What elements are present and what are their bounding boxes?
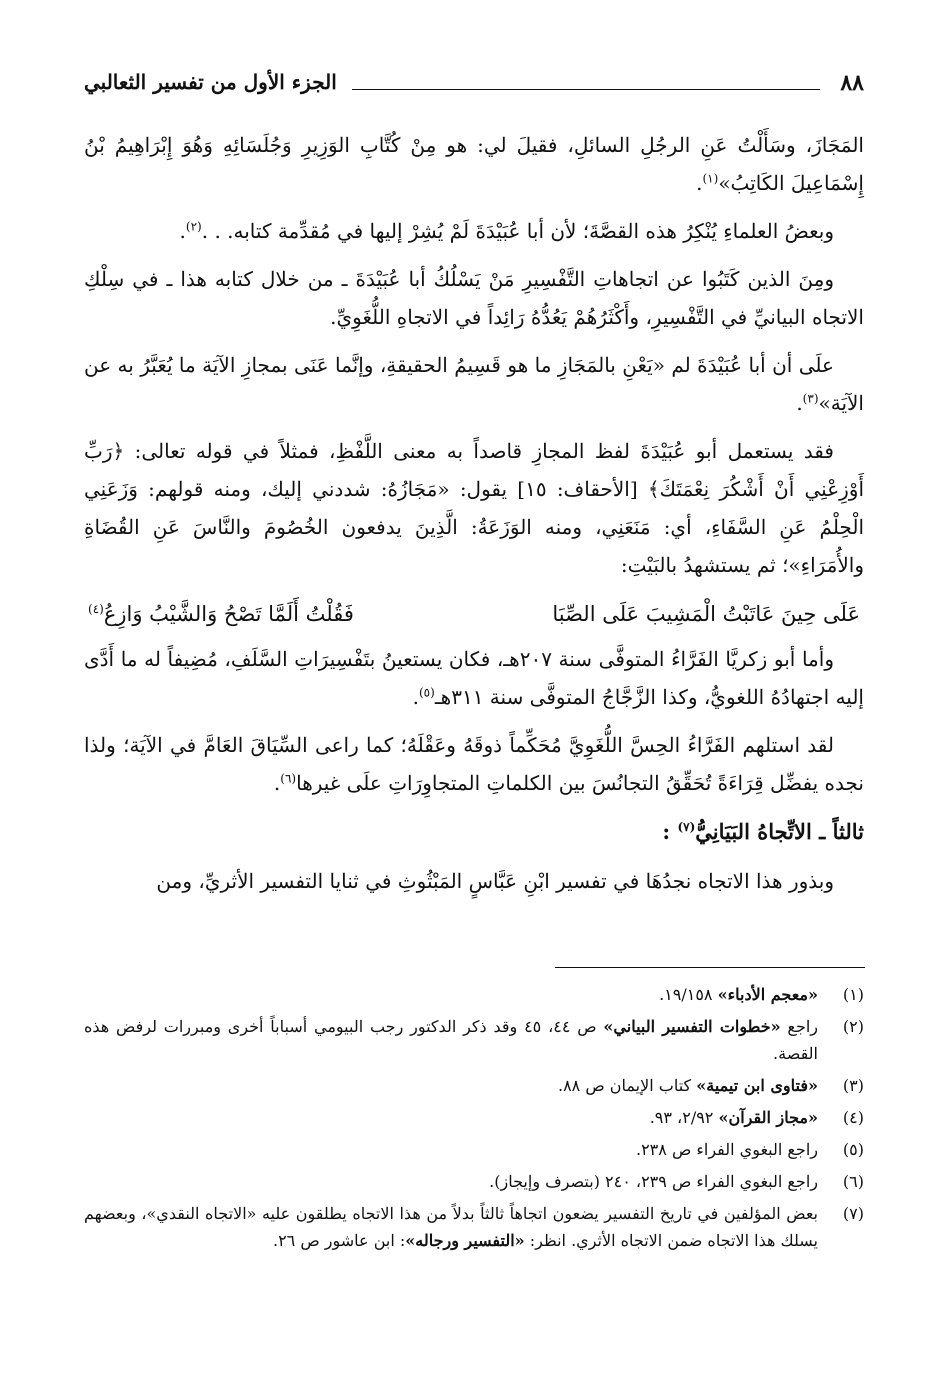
paragraph-6: وأما أبو زكريَّا الفَرَّاءُ المتوفَّى سنة ٢٠٧هـ، فكان يستعينُ بتَفْسِيرَاتِ السَّلَفِ، مُضِيفاً له ما أَدَّى إليه اجتهادُهُ اللغويُّ، وكذا الزَّجَّاجُ المتوفَّى سنة ٣١١هـ$^{(٥)}$.	[84, 647, 864, 709]
paragraph-5: فقد يستعمل أبو عُبَيْدَةَ لفظ المجازِ قاصداً به معنى اللَّفْظِ، فمثلاً في قوله تعالى: ﴿رَبِّ أَوْزِعْنِي أَنْ أَشْكُرَ نِعْمَتَكَ﴾ [الأحقاف: ١٥] يقول: «مَجَازُهُ: شددني إليك، ومنه قولهم: وَزَعَنِي الْحِلْمُ عَنِ السَّفَاءِ، أي: مَنَعَنِي، ومنه الوَزَعَةُ: الَّذِينَ يدفعون الخُصُومَ والنَّاسَ عَنِ القُضَاةِ والأُمَرَاءِ»؛ ثم يستشهدُ بالبَيْتِ:	[84, 439, 865, 577]
running-title: الجزء الأول من تفسير الثعالبي	[84, 70, 337, 94]
footnote-ref[interactable]: (٦)	[280, 771, 297, 786]
footnote-ref[interactable]: (٧)	[677, 820, 696, 834]
paragraph-1: المَجَازَ، وسَأَلْتُ عَنِ الرجُلِ السائلِ، فقيلَ لي: هو مِنْ كُتَّابِ الوَزِيرِ وَجُلَسَائِهِ وَهُوَ إِبْرَاهِيمُ بْنُ إِسْمَاعِيلَ الكَاتِبُ»$^{(١)}$.	[84, 133, 864, 195]
footnote-item: (٤) «مجاز القرآن» ٢/٩٢، ٩٣.	[649, 1108, 864, 1127]
main-text	[84, 126, 864, 910]
footnote-ref[interactable]: (١)	[702, 171, 719, 186]
footnote-item: (٥) راجع البغوي الفراء ص ٢٣٨.	[635, 1140, 864, 1159]
footnote-item: (٢) راجع «خطوات التفسير البياني» ص ٤٤، ٤٥ وقد ذكر الدكتور رجب البيومي أسباباً أخرى ومبررات لرفض هذه القصة.	[84, 1017, 864, 1063]
footnotes	[84, 981, 864, 1259]
footnote-ref[interactable]: (٣)	[802, 391, 819, 406]
footnote-item: (٦) راجع البغوي الفراء ص ٢٣٩، ٢٤٠ (بتصرف وإيجاز).	[489, 1172, 864, 1191]
footnote-item: (٣) «فتاوى ابن تيمية» كتاب الإيمان ص ٨٨.	[557, 1076, 864, 1095]
page-number: ٨٨	[840, 70, 864, 96]
paragraph-4: علَى أن أبا عُبَيْدَةَ لم «يَعْنِ بالمَجَازِ ما هو قَسِيمُ الحقيقةِ، وإنَّما عَنَى بمجازِ الآيَة ما يُعَبَّرُ به عن الآيَة»$^{(٣)}$.	[84, 353, 864, 415]
paragraph-3: ومِنَ الذين كَتَبُوا عن اتجاهاتِ التَّفْسِيرِ مَنْ يَسْلُكُ أبا عُبَيْدَةَ ـ من خلال كتابه هذا ـ في سِلْكِ الاتجاه البيانيِّ في التَّفْسِيرِ، وأَكْثَرُهُمْ يَعُدُّهُ رَائِداً في الاتجاهِ اللُّغَوِيِّ.	[84, 267, 864, 329]
footnote-ref[interactable]: (٥)	[418, 685, 435, 700]
footnote-rule	[555, 967, 865, 968]
page-header	[84, 64, 864, 112]
paragraph-7: لقد استلهم الفَرَّاءُ الحِسَّ اللُّغَوِيَّ مُحَكِّماً ذوقَهُ وعَقْلَهُ؛ كما راعى السِّيَاقَ العَامَّ في الآيَة؛ ولذا نجده يفضِّل قِرَاءَةً تُحَقِّقُ التجانُسَ بين الكلماتِ المتجاوِرَاتِ علَى غيرها$^{(٦)}$.	[84, 733, 864, 795]
footnote-item: (٧) بعض المؤلفين في تاريخ التفسير يضعون اتجاهاً ثالثاً بدلاً من هذا الاتجاه يطلقون عليه «الاتجاه النقدي»، وبعضهم يسلك هذا الاتجاه ضمن الاتجاه الأثري. انظر: «التفسير ورجاله»: ابن عاشور ص ٢٦.	[84, 1204, 864, 1250]
verse-first-hemistich: عَلَى حِينَ عَاتَبْتُ الْمَشِيبَ عَلَى الصِّبَا	[552, 602, 860, 626]
verse-second-hemistich: فَقُلْتُ أَلَمَّا تَصْحُ وَالشَّيْبُ وَازِعُ$^{(٤)}$	[88, 602, 354, 626]
poetry-verse	[84, 594, 864, 634]
section-heading: ثالثاً ـ الاتِّجاهُ البَيَانِيُّ$^{(٧)}$ :	[662, 819, 864, 844]
header-rule	[352, 89, 820, 90]
paragraph-2: وبعضُ العلماءِ يُنْكِرُ هذه القصَّةَ؛ لأن أبا عُبَيْدَةَ لَمْ يُشِرْ إليها في مُقدِّمة كتابه. . .$^{(٢)}$.	[179, 219, 834, 243]
footnote-item: (١) «معجم الأدباء» ١٩/١٥٨.	[659, 985, 864, 1004]
paragraph-8: وبذور هذا الاتجاه نجدُهَا في تفسير ابْنِ عَبَّاسٍ المَبْثُوثِ في ثنايا التفسير الأثريِّ، ومن	[156, 869, 834, 893]
footnote-ref[interactable]: (٤)	[88, 602, 104, 616]
footnote-ref[interactable]: (٢)	[185, 219, 202, 234]
